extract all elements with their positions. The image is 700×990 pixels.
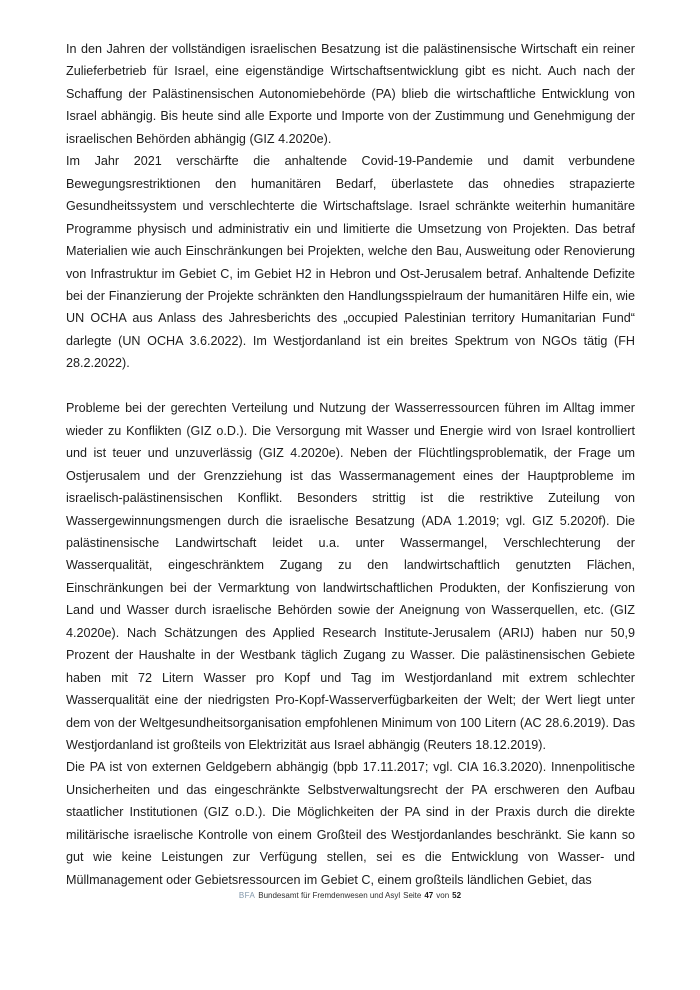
- footer-total-pages: 52: [452, 891, 462, 900]
- paragraph-economy-occupation: In den Jahren der vollständigen israelischen Besatzung ist die palästinensische Wirtschaft ein reiner Zulieferbetrieb für Israel, eine eigenständige Wirtschaftsentwicklung gibt es nicht. Auch nach der Schaffung der Palästinensischen Autonomiebehörde (PA) blieb die wirtschaftliche Entwicklung von Israel abhängig. Bis heute sind alle Exporte und Importe von der Zustimmung und Genehmigung der israelischen Behörden abhängig (GIZ 4.2020e).: [66, 42, 635, 146]
- footer-of-label: von: [436, 891, 450, 900]
- paragraph-pa-dependency: Die PA ist von externen Geldgebern abhängig (bpb 17.11.2017; vgl. CIA 16.3.2020). Innenpolitische Unsicherheiten und das eingeschränkte Selbstverwaltungsrecht der PA erschweren den Aufbau staatlicher Institutionen (GIZ o.D.). Die Möglichkeiten der PA sind in der Praxis durch die direkte militärische israelische Kontrolle von einem Großteil des Westjordanlandes beschränkt. Sie kann so gut wie keine Leistungen zur Verfügung stellen, sei es die Entwicklung von Wasser- und Müllmanagement oder Gebietsressourcen im Gebiet C, einem großteils ländlichen Gebiet, das: [66, 760, 635, 887]
- footer-page-label: Seite: [403, 891, 422, 900]
- paragraph-covid-humanitarian: Im Jahr 2021 verschärfte die anhaltende Covid-19-Pandemie und damit verbundene Bewegungsrestriktionen den humanitären Bedarf, überlastete das ohnedies strapazierte Gesundheitssystem und verschlechterte die Wirtschaftslage. Israel schränkte weiterhin humanitäre Programme physisch und administrativ ein und limitierte die Umsetzung von Projekten. Das betraf Materialien wie auch Einschränkungen bei Projekten, welche den Bau, Ausweitung oder Renovierung von Infrastruktur im Gebiet C, im Gebiet H2 in Hebron und Ost-Jerusalem betraf. Anhaltende Defizite bei der Finanzierung der Projekte schränkten den Handlungsspielraum der humanitären Hilfe ein, wie UN OCHA aus Anlass des Jahresberichts des „occupied Palestinian territory Humanitarian Fund“ darlegte (UN OCHA 3.6.2022). Im Westjordanland ist ein breites Spektrum von NGOs tätig (FH 28.2.2022).: [66, 154, 635, 371]
- page-footer: [0, 891, 700, 901]
- footer-page-number: 47: [424, 891, 434, 900]
- bfa-logo: BFA: [238, 891, 256, 900]
- paragraph-water-resources: Probleme bei der gerechten Verteilung und Nutzung der Wasserressourcen führen im Alltag immer wieder zu Konflikten (GIZ o.D.). Die Versorgung mit Wasser und Energie wird von Israel kontrolliert und ist teuer und unzuverlässig (GIZ 4.2020e). Neben der Flüchtlingsproblematik, der Frage um Ostjerusalem und der Grenzziehung ist das Wassermanagement eines der Hauptprobleme im israelisch-palästinensischen Konflikt. Besonders strittig ist die restriktive Zuteilung von Wassergewinnungsmengen durch die israelische Besatzung (ADA 1.2019; vgl. GIZ 5.2020f). Die palästinensische Landwirtschaft leidet u.a. unter Wassermangel, Verschlechterung der Wasserqualität, eingeschränktem Zugang zu den landwirtschaftlich genutzten Flächen, Einschränkungen bei der Vermarktung von landwirtschaftlichen Produkten, der Konfiszierung von Land und Wasser durch israelische Behörden sowie der Aneignung von Wasserquellen, etc. (GIZ 4.2020e). Nach Schätzungen des Applied Research Institute-Jerusalem (ARIJ) haben nur 50,9 Prozent der Haushalte in der Westbank täglich Zugang zu Wasser. Die palästinensischen Gebiete haben mit 72 Litern Wasser pro Kopf und Tag im Westjordanland mit extrem schlechter Wasserqualität eine der niedrigsten Pro-Kopf-Wasserverfügbarkeiten der Welt; der Wert liegt unter dem von der Weltgesundheitsorganisation empfohlenen Minimum von 100 Litern (AC 28.6.2019). Das Westjordanland ist großteils von Elektrizität aus Israel abhängig (Reuters 18.12.2019).: [66, 401, 635, 753]
- footer-org-name: Bundesamt für Fremdenwesen und Asyl: [258, 891, 401, 900]
- document-body: [66, 38, 635, 891]
